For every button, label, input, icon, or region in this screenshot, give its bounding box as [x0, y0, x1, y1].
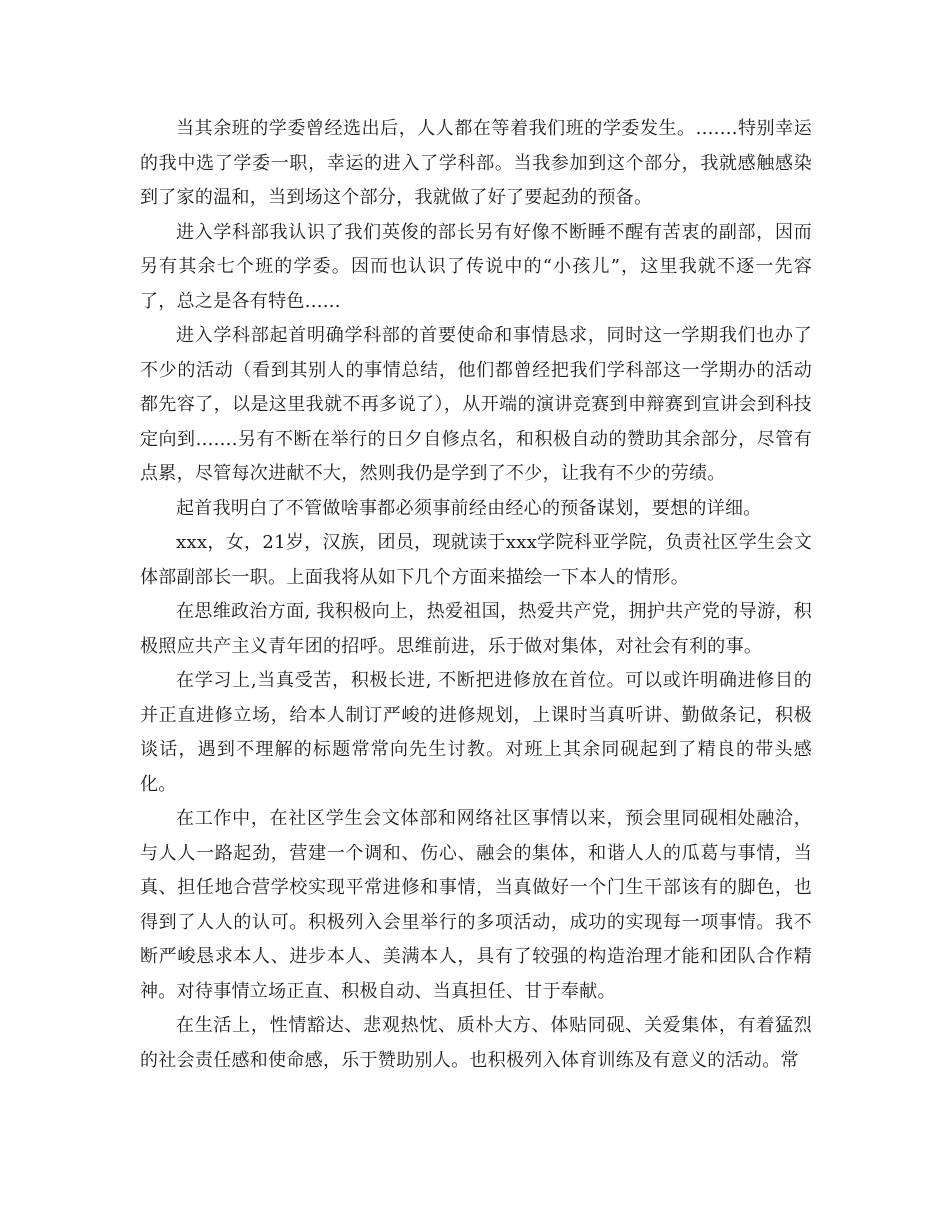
paragraph: 进入学科部起首明确学科部的首要使命和事情恳求，同时这一学期我们也办了不少的活动（看到其别人的事情总结，他们都曾经把我们学科部这一学期办的活动都先容了，以是这里我就不再多说了），从开端的演讲竞赛到申辩赛到宣讲会到科技定向到.......另有不断在举行的日夕自修点名，和积极自动的赞助其余部分，尽管有点累，尽管每次进献不大，然则我仍是学到了不少，让我有不少的劳绩。: [140, 325, 812, 484]
paragraph: 在思维政治方面, 我积极向上，热爱祖国，热爱共产党，拥护共产党的导游，积极照应共产主义青年团的招呼。思维前进，乐于做对集体，对社会有利的事。: [140, 601, 812, 657]
paragraph: 进入学科部我认识了我们英俊的部长另有好像不断睡不醒有苦衷的副部，因而另有其余七个班的学委。因而也认识了传说中的“小孩儿”，这里我就不逐一先容了，总之是各有特色......: [140, 221, 812, 312]
paragraph: 当其余班的学委曾经选出后，人人都在等着我们班的学委发生。.......特别幸运的我中选了学委一职，幸运的进入了学科部。当我参加到这个部分，我就感触感染到了家的温和，当到场这个部分，我就做了好了要起劲的预备。: [140, 118, 812, 208]
paragraph: 在学习上,当真受苦，积极长进, 不断把进修放在首位。可以或许明确进修目的并正直进修立场，给本人制订严峻的进修规划，上课时当真听讲、勤做条记，积极谈话，遇到不理解的标题常常向先生讨教。对班上其余同砚起到了精良的带头感化。: [140, 670, 812, 795]
paragraph: xxx，女，21岁，汉族，团员，现就读于xxx学院科亚学院，负责社区学生会文体部副部长一职。上面我将从如下几个方面来描绘一下本人的情形。: [140, 532, 812, 588]
paragraph: 起首我明白了不管做啥事都必须事前经由经心的预备谋划，要想的详细。: [176, 497, 762, 519]
paragraph: 在生活上，性情豁达、悲观热忱、质朴大方、体贴同砚、关爱集体，有着猛烈的社会责任感和使命感，乐于赞助别人。也积极列入体育训练及有意义的活动。常: [140, 1015, 812, 1071]
document-body: [140, 112, 812, 1078]
paragraph: 在工作中，在社区学生会文体部和网络社区事情以来，预会里同砚相处融洽，与人人一路起劲，营建一个调和、伤心、融会的集体，和谐人人的瓜葛与事情，当真、担任地合营学校实现平常进修和事情，当真做好一个门生干部该有的脚色，也得到了人人的认可。积极列入会里举行的多项活动，成功的实现每一项事情。我不断严峻恳求本人、进步本人、美满本人，具有了较强的构造治理才能和团队合作精神。对待事情立场正直、积极自动、当真担任、甘于奉献。: [140, 808, 812, 1002]
